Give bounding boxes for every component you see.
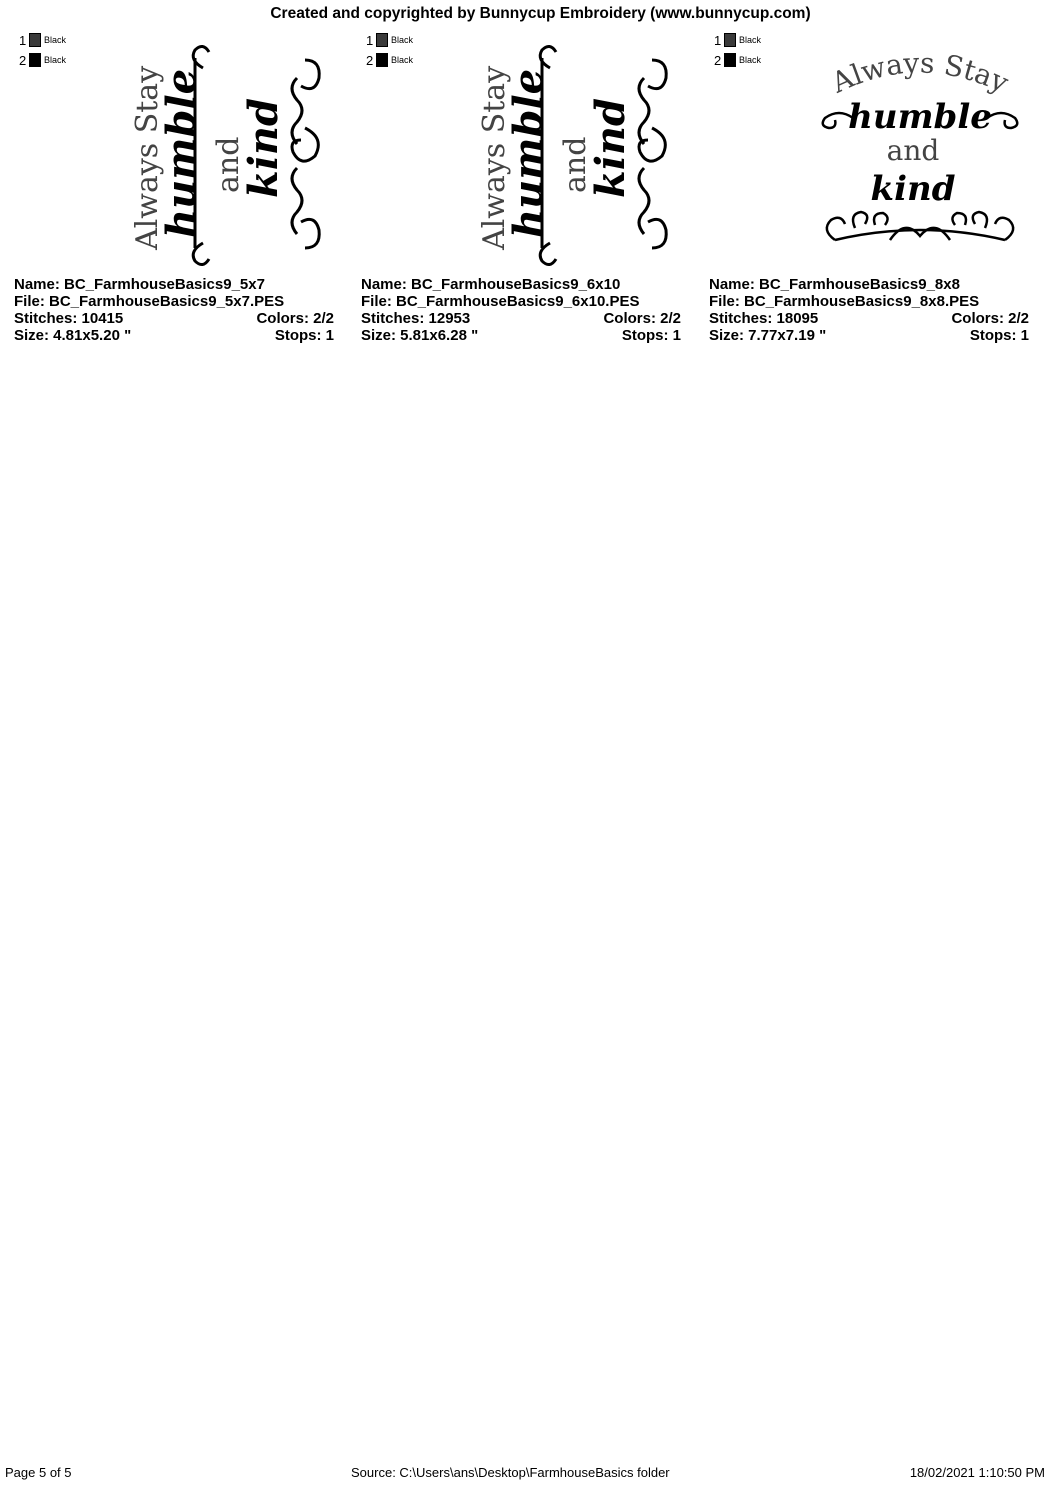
design-stops: Stops: 1 (969, 327, 1029, 344)
color-legend (714, 30, 761, 70)
design-text-and: and (886, 134, 940, 167)
legend-thread-name: Black (44, 35, 67, 45)
legend-row (714, 50, 761, 70)
thread-swatch (29, 33, 41, 47)
design-name: Name: BC_FarmhouseBasics9_5x7 (14, 276, 265, 293)
legend-number: 1 (366, 32, 374, 48)
footer-source-path: Source: C:\Users\ans\Desktop\FarmhouseBasics folder (351, 1465, 670, 1480)
footer-datetime: 18/02/2021 1:10:50 PM (909, 1465, 1045, 1480)
design-text-and: and (211, 136, 246, 193)
design-text-humble: humble (848, 97, 992, 137)
footer-page-number: Page 5 of 5 (5, 1465, 72, 1480)
legend-number: 2 (714, 52, 722, 68)
swirl-flourish-bottom (827, 212, 1013, 240)
legend-number: 2 (19, 52, 27, 68)
thread-swatch (29, 53, 41, 67)
design-text-always-stay: Always Stay (826, 46, 1014, 100)
design-stops: Stops: 1 (274, 327, 334, 344)
design-cell-6x10 (347, 28, 681, 348)
design-colors: Colors: 2/2 (951, 310, 1029, 327)
design-stitches: Stitches: 10415 (14, 310, 124, 327)
design-text-humble: humble (158, 68, 205, 238)
swirl-flourish-right (639, 60, 666, 248)
design-size: Size: 7.77x7.19 " (709, 327, 827, 344)
embroidery-design-preview (115, 38, 330, 265)
design-size: Size: 5.81x6.28 " (361, 327, 479, 344)
legend-row (714, 30, 761, 50)
design-name: Name: BC_FarmhouseBasics9_6x10 (361, 276, 621, 293)
swirl-flourish-right (292, 60, 319, 248)
design-text-always-stay: Always Stay (130, 65, 165, 250)
legend-row (366, 30, 413, 50)
design-text-kind: kind (587, 98, 634, 198)
design-file: File: BC_FarmhouseBasics9_5x7.PES (14, 293, 285, 310)
embroidery-design-preview (815, 46, 1025, 255)
page-header-title: Created and copyrighted by Bunnycup Embroidery (www.bunnycup.com) (270, 5, 811, 22)
design-text-humble: humble (505, 68, 552, 238)
design-stitches: Stitches: 12953 (361, 310, 471, 327)
design-text-kind: kind (870, 169, 956, 209)
legend-number: 1 (714, 32, 722, 48)
design-info (14, 276, 334, 344)
legend-thread-name: Black (739, 55, 762, 65)
design-cell-5x7 (0, 28, 334, 348)
legend-row (19, 30, 66, 50)
color-legend (366, 30, 413, 70)
legend-thread-name: Black (391, 55, 414, 65)
legend-number: 2 (366, 52, 374, 68)
thread-swatch (376, 53, 388, 67)
design-stops: Stops: 1 (621, 327, 681, 344)
design-size: Size: 4.81x5.20 " (14, 327, 132, 344)
design-file: File: BC_FarmhouseBasics9_6x10.PES (361, 293, 640, 310)
color-legend (19, 30, 66, 70)
legend-number: 1 (19, 32, 27, 48)
design-info (361, 276, 681, 344)
design-file: File: BC_FarmhouseBasics9_8x8.PES (709, 293, 980, 310)
legend-thread-name: Black (739, 35, 762, 45)
design-name: Name: BC_FarmhouseBasics9_8x8 (709, 276, 960, 293)
design-text-kind: kind (240, 98, 287, 198)
design-colors: Colors: 2/2 (256, 310, 334, 327)
design-text-and: and (558, 136, 593, 193)
embroidery-design-preview (462, 38, 677, 265)
legend-thread-name: Black (44, 55, 67, 65)
design-colors: Colors: 2/2 (603, 310, 681, 327)
design-text-always-stay: Always Stay (477, 65, 512, 250)
thread-swatch (724, 33, 736, 47)
legend-thread-name: Black (391, 35, 414, 45)
design-cell-8x8 (695, 28, 1029, 348)
thread-swatch (724, 53, 736, 67)
design-info (709, 276, 1029, 344)
design-stitches: Stitches: 18095 (709, 310, 819, 327)
legend-row (19, 50, 66, 70)
thread-swatch (376, 33, 388, 47)
legend-row (366, 50, 413, 70)
